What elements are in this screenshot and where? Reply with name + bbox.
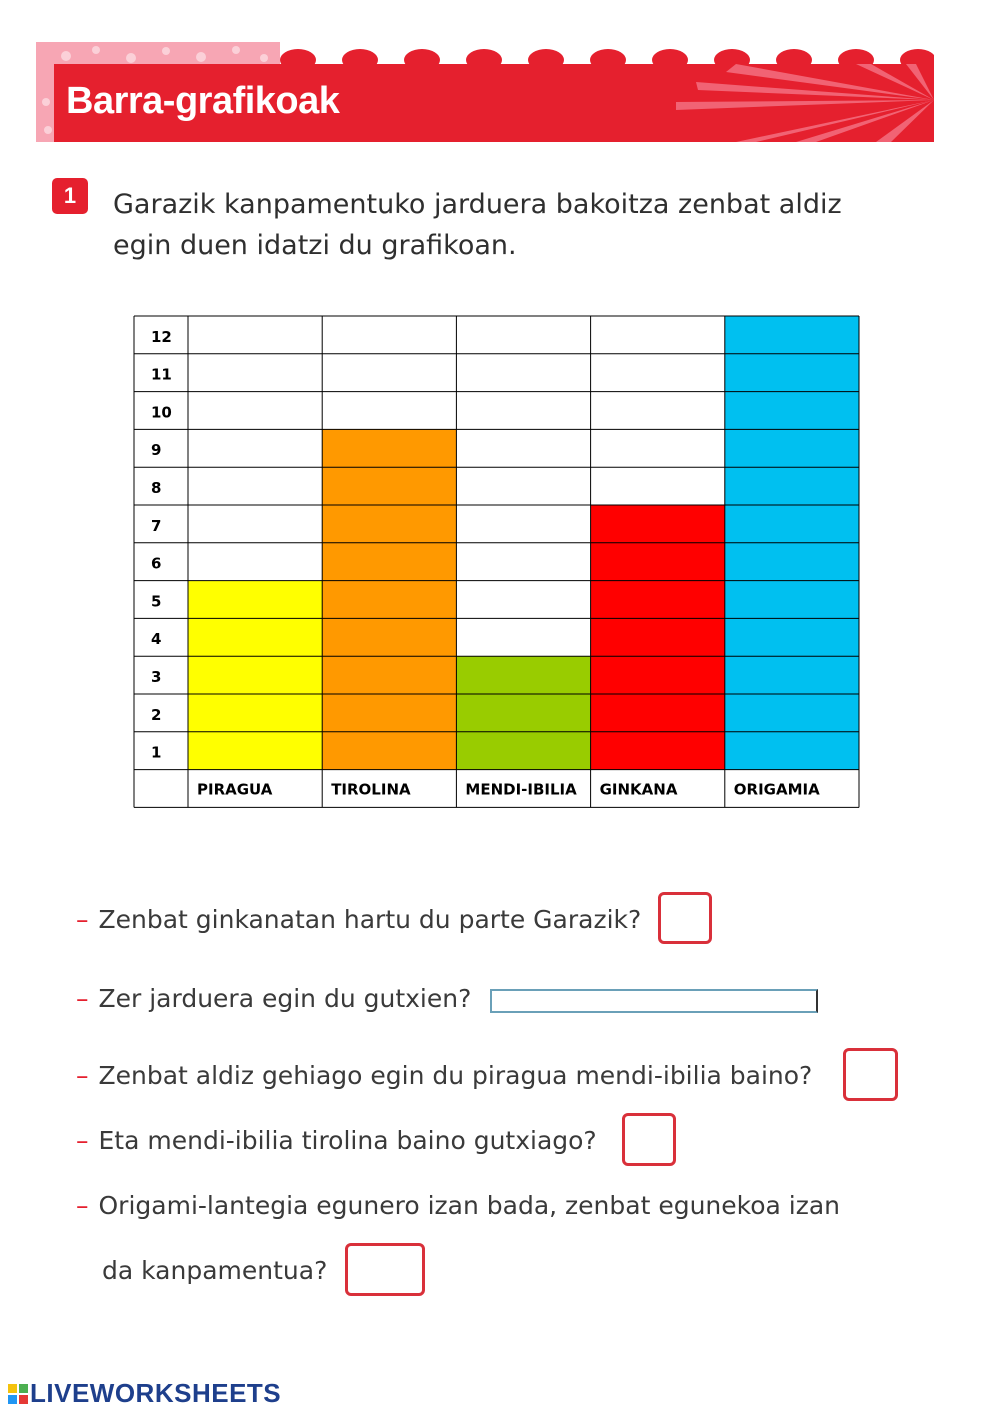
question-4-text: Eta mendi-ibilia tirolina baino gutxiago? [98, 1126, 597, 1155]
question-1 [76, 905, 641, 934]
x-category-label: PIRAGUA [197, 780, 273, 799]
y-tick-label: 11 [151, 365, 172, 384]
answer-box-4[interactable] [622, 1113, 676, 1166]
answer-box-1[interactable] [658, 892, 712, 944]
answer-text-field-2[interactable] [490, 989, 818, 1013]
question-3 [76, 1061, 812, 1090]
liveworksheets-logo-icon [8, 1384, 28, 1404]
question-2-text: Zer jarduera egin du gutxien? [98, 984, 472, 1013]
y-tick-label: 7 [151, 516, 162, 535]
question-5-text-cont: da kanpamentua? [102, 1256, 328, 1285]
bar-ginkana [591, 505, 725, 770]
bar-tirolina [322, 429, 456, 769]
y-tick-label: 8 [151, 479, 162, 497]
question-2 [76, 984, 471, 1013]
question-4 [76, 1126, 597, 1155]
question-5-text: Origami-lantegia egunero izan bada, zenbat egunekoa izan [98, 1191, 841, 1220]
y-tick-label: 6 [151, 554, 162, 573]
y-tick-label: 3 [151, 668, 162, 686]
instruction-line-1: Garazik kanpamentuko jarduera bakoitza zenbat aldiz [113, 189, 842, 220]
y-tick-label: 1 [151, 743, 162, 762]
footer-brand-text: LIVEWORKSHEETS [30, 1378, 282, 1408]
answer-box-3[interactable] [843, 1048, 898, 1101]
x-category-label: TIROLINA [331, 780, 411, 799]
instruction-line-2: egin duen idatzi du grafikoan. [113, 230, 517, 261]
question-5 [76, 1191, 840, 1220]
footer-brand[interactable] [8, 1378, 281, 1409]
y-tick-label: 9 [151, 441, 162, 460]
x-category-label: MENDI-IBILIA [465, 780, 577, 799]
y-tick-label: 12 [151, 327, 172, 346]
y-tick-label: 10 [151, 403, 172, 422]
y-tick-label: 5 [151, 592, 162, 611]
bar-piragua [188, 581, 322, 770]
question-dash: – [76, 1126, 89, 1155]
bar-mendi-ibilia [456, 656, 590, 769]
question-dash: – [76, 1191, 89, 1220]
question-dash: – [76, 1061, 89, 1090]
answer-box-5[interactable] [345, 1243, 425, 1296]
question-1-text: Zenbat ginkanatan hartu du parte Garazik? [98, 905, 642, 934]
y-tick-label: 4 [151, 630, 162, 649]
page-title: Barra-grafikoak [66, 80, 340, 122]
question-dash: – [76, 984, 89, 1013]
question-3-text: Zenbat aldiz gehiago egin du piragua mendi-ibilia baino? [98, 1061, 813, 1090]
y-tick-label: 2 [151, 705, 162, 724]
question-dash: – [76, 905, 89, 934]
x-category-label: ORIGAMIA [733, 780, 820, 799]
x-category-label: GINKANA [599, 780, 678, 799]
exercise-number-badge: 1 [52, 178, 88, 214]
